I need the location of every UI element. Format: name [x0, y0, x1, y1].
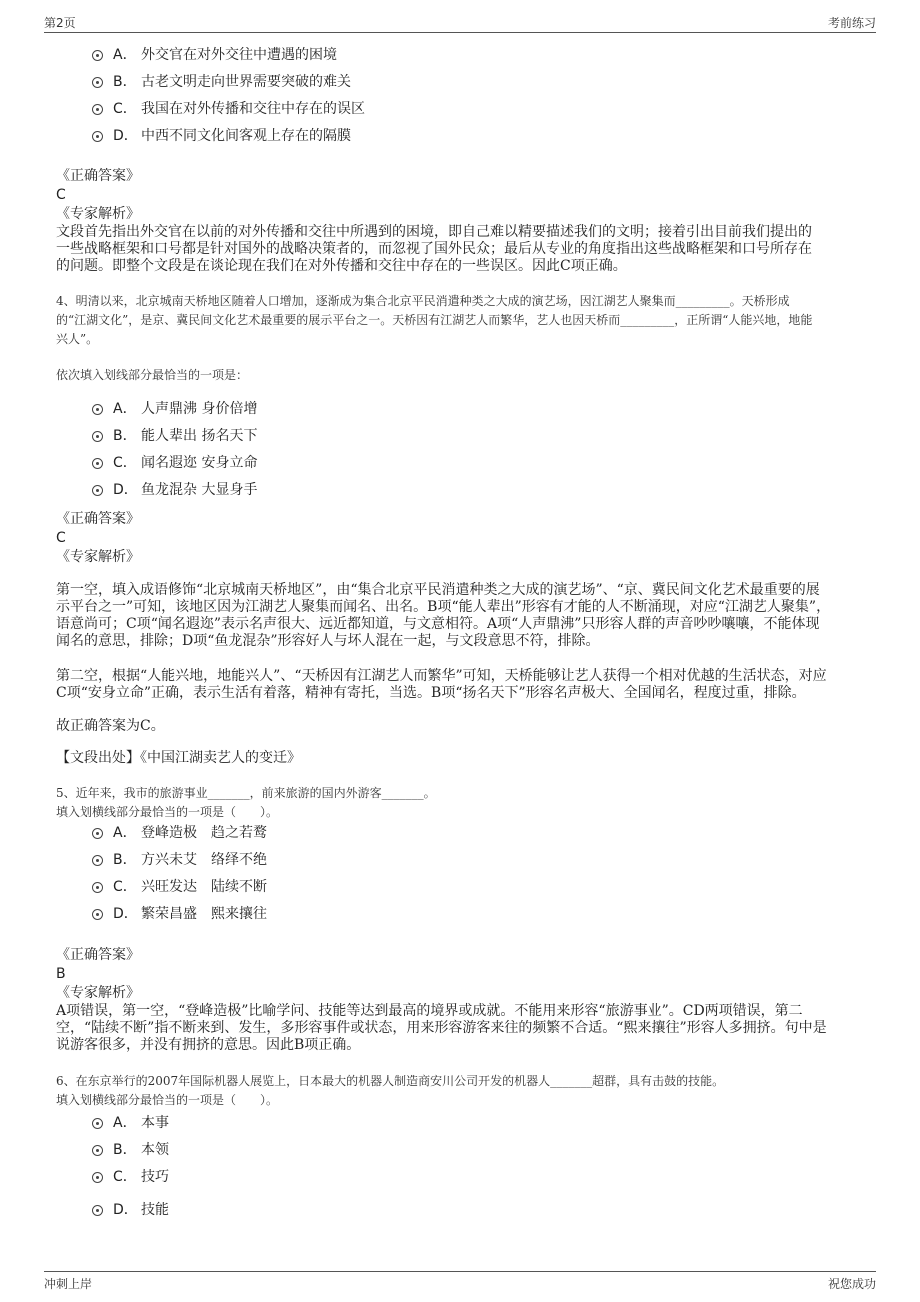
q5-option-d[interactable]: D． 繁荣昌盛 熙来攘往	[92, 904, 267, 924]
q6-option-d[interactable]: D． 技能	[92, 1200, 169, 1220]
radio-icon[interactable]	[92, 131, 103, 142]
q3-answer-section	[56, 167, 864, 275]
conclusion-text: 故正确答案为C。	[56, 718, 165, 734]
answer-value: C	[56, 187, 66, 203]
q5-stem	[56, 784, 864, 822]
q4-analysis-paragraph-1	[56, 582, 864, 650]
page-header	[44, 14, 876, 33]
q5-answer-section	[56, 946, 864, 1054]
page-number: 第2页	[44, 16, 76, 30]
answer-value: B	[56, 966, 66, 982]
q4-stem	[56, 292, 864, 349]
source-text: 【文段出处】《中国江湖卖艺人的变迁》	[56, 750, 301, 766]
q4-answer-section	[56, 510, 864, 567]
analysis-line: 示平台之一”可知，该地区因为江湖艺人聚集而闻名、出名。B项“能人辈出”形容有才能的人不断涌现，对应“江湖艺人聚集”，	[56, 599, 831, 615]
radio-icon[interactable]	[92, 104, 103, 115]
radio-icon[interactable]	[92, 404, 103, 415]
page-footer	[44, 1271, 876, 1293]
q4-conclusion	[56, 718, 864, 735]
radio-icon[interactable]	[92, 1205, 103, 1216]
radio-icon[interactable]	[92, 431, 103, 442]
radio-icon[interactable]	[92, 1118, 103, 1129]
radio-icon[interactable]	[92, 1145, 103, 1156]
q6-option-c[interactable]: C． 技巧	[92, 1167, 169, 1187]
radio-icon[interactable]	[92, 909, 103, 920]
q6-stem	[56, 1072, 864, 1110]
question-text: 4、明清以来，北京城南天桥地区随着人口增加，逐渐成为集合北京平民消遣种类之大成的演艺场，因江湖艺人聚集而_________。天桥形成	[56, 294, 790, 308]
analysis-line: 第一空，填入成语修饰“北京城南天桥地区”，由“集合北京平民消遣种类之大成的演艺场”、“京、冀民间文化艺术最重要的展	[56, 582, 820, 598]
radio-icon[interactable]	[92, 828, 103, 839]
answer-value: C	[56, 530, 66, 546]
q3-option-c[interactable]: C． 我国在对外传播和交往中存在的误区	[92, 99, 365, 119]
radio-icon[interactable]	[92, 485, 103, 496]
answer-label: 《正确答案》	[56, 168, 140, 184]
q4-option-a[interactable]: A． 人声鼎沸 身价倍增	[92, 399, 257, 419]
analysis-line: 空，“陆续不断”指不断来到、发生，多形容事件或状态，用来形容游客来往的频繁不合适。“熙来攘往”形容人多拥挤。句中是	[56, 1020, 827, 1036]
q3-option-b[interactable]: B． 古老文明走向世界需要突破的难关	[92, 72, 351, 92]
question-text: 的“江湖文化”，是京、冀民间文化艺术最重要的展示平台之一。天桥因有江湖艺人而繁华，艺人也因天桥而_________，正所谓“人能兴地，地能	[56, 313, 813, 327]
q5-option-a[interactable]: A． 登峰造极 趋之若鹜	[92, 823, 267, 843]
document-title: 考前练习	[827, 16, 876, 30]
footer-left-text: 冲刺上岸	[44, 1277, 93, 1291]
question-text: 5、近年来，我市的旅游事业_______，前来旅游的国内外游客_______。	[56, 786, 436, 800]
radio-icon[interactable]	[92, 882, 103, 893]
q5-option-c[interactable]: C． 兴旺发达 陆续不断	[92, 877, 267, 897]
footer-right-text: 祝您成功	[827, 1277, 876, 1291]
analysis-label: 《专家解析》	[56, 985, 140, 1001]
q6-option-a[interactable]: A． 本事	[92, 1113, 169, 1133]
question-text: 6、在东京举行的2007年国际机器人展览上，日本最大的机器人制造商安川公司开发的机器人_______超群，具有击鼓的技能。	[56, 1074, 725, 1088]
radio-icon[interactable]	[92, 458, 103, 469]
analysis-line: 说游客很多，并没有拥挤的意思。因此B项正确。	[56, 1037, 361, 1053]
q4-prompt	[56, 366, 864, 385]
analysis-line: C项“安身立命”正确，表示生活有着落，精神有寄托，当选。B项“扬名天下”形容名声极大、全国闻名，程度过重，排除。	[56, 685, 806, 701]
question-prompt: 依次填入划线部分最恰当的一项是：	[56, 368, 249, 382]
q5-option-b[interactable]: B． 方兴未艾 络绎不绝	[92, 850, 267, 870]
question-prompt: 填入划横线部分最恰当的一项是（ ）。	[56, 1093, 279, 1107]
analysis-line: 一些战略框架和口号都是针对国外的战略决策者的，而忽视了国外民众；最后从专业的角度指出这些战略框架和口号所存在	[56, 241, 812, 257]
radio-icon[interactable]	[92, 855, 103, 866]
q4-option-d[interactable]: D． 鱼龙混杂 大显身手	[92, 480, 257, 500]
radio-icon[interactable]	[92, 77, 103, 88]
answer-label: 《正确答案》	[56, 511, 140, 527]
question-text: 兴人”。	[56, 332, 99, 346]
analysis-line: 的问题。即整个文段是在谈论现在我们在对外传播和交往中存在的一些误区。因此C项正确。	[56, 258, 627, 274]
analysis-line: A项错误，第一空，“登峰造极”比喻学问、技能等达到最高的境界或成就。不能用来形容“旅游事业”。CD两项错误，第二	[56, 1003, 803, 1019]
q4-option-b[interactable]: B． 能人辈出 扬名天下	[92, 426, 257, 446]
q6-option-b[interactable]: B． 本领	[92, 1140, 169, 1160]
radio-icon[interactable]	[92, 1172, 103, 1183]
analysis-line: 第二空，根据“人能兴地，地能兴人”、“天桥因有江湖艺人而繁华”可知，天桥能够让艺人获得一个相对优越的生活状态，对应	[56, 668, 827, 684]
analysis-label: 《专家解析》	[56, 206, 140, 222]
question-prompt: 填入划横线部分最恰当的一项是（ ）。	[56, 805, 279, 819]
q3-option-d[interactable]: D． 中西不同文化间客观上存在的隔膜	[92, 126, 351, 146]
answer-label: 《正确答案》	[56, 947, 140, 963]
q4-source	[56, 750, 864, 767]
analysis-label: 《专家解析》	[56, 549, 140, 565]
q4-option-c[interactable]: C． 闻名遐迩 安身立命	[92, 453, 257, 473]
radio-icon[interactable]	[92, 50, 103, 61]
q4-analysis-paragraph-2	[56, 668, 864, 702]
analysis-line: 语意尚可；C项“闻名遐迩”表示名声很大、远近都知道，与文意相符。A项“人声鼎沸”只形容人群的声音吵吵嚷嚷，不能体现	[56, 616, 820, 632]
analysis-line: 闻名的意思，排除；D项“鱼龙混杂”形容好人与坏人混在一起，与文段意思不符，排除。	[56, 633, 600, 649]
q3-option-a[interactable]: A． 外交官在对外交往中遭遇的困境	[92, 45, 337, 65]
analysis-line: 文段首先指出外交官在以前的对外传播和交往中所遇到的困境，即自己难以精要描述我们的文明；接着引出目前我们提出的	[56, 224, 812, 240]
